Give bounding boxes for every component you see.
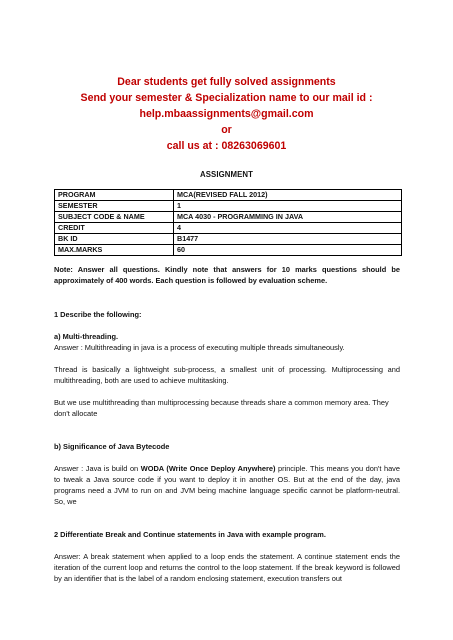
promo-phone: call us at : 08263069601 (166, 140, 287, 152)
table-key: MAX.MARKS (55, 245, 174, 256)
promo-line-2: Send your semester & Specialization name to our mail id : (80, 92, 373, 104)
table-key: SEMESTER (55, 201, 174, 212)
question-2-heading: 2 Differentiate Break and Continue statements in Java with example program. (54, 530, 326, 539)
table-key: PROGRAM (55, 190, 174, 201)
woda-emphasis: WODA (Write Once Deploy Anywhere) (140, 464, 276, 473)
table-value: MCA 4030 - PROGRAMMING IN JAVA (174, 212, 402, 223)
question-1b-answer (54, 463, 400, 507)
question-1a-paragraph-2: Thread is basically a lightweight sub-process, a smallest unit of processing. Multiprocessing and multithreading, both are used to achieve multitasking. (54, 365, 400, 385)
question-1-heading: 1 Describe the following: (54, 310, 142, 319)
promo-header (0, 74, 453, 154)
table-value: 60 (174, 245, 402, 256)
question-1a-heading: a) Multi-threading. (54, 332, 119, 341)
answer-text: Answer : Java is build on (54, 464, 141, 473)
table-key: CREDIT (55, 223, 174, 234)
promo-line-1: Dear students get fully solved assignments (117, 76, 336, 88)
answer-text: principle. This means you don't have to tweak a Java source code if you want to deploy it in another OS. But at the end of the day, java programs need a JVM to run on and JVM being machine language specific cannot be platform-neutral. So, we (54, 464, 400, 506)
table-value: B1477 (174, 234, 402, 245)
table-value: MCA(REVISED FALL 2012) (174, 190, 402, 201)
question-2-answer: Answer: A break statement when applied to a loop ends the statement. A continue statement ends the iteration of the current loop and returns the control to the loop statement. If the break keyword is followed by an identifier that is the label of a random enclosing statement, execution transfers out (54, 552, 400, 583)
table-value: 4 (174, 223, 402, 234)
promo-or: or (221, 124, 232, 136)
assignment-info-table (54, 189, 402, 256)
question-1a-paragraph-3: But we use multithreading than multiprocessing because threads share a common memory area. They don't allocate (54, 398, 389, 418)
question-1b-heading: b) Significance of Java Bytecode (54, 442, 170, 451)
table-row (55, 212, 402, 223)
question-1a-answer: Answer : Multithreading in java is a process of executing multiple threads simultaneously. (54, 343, 345, 352)
table-value: 1 (174, 201, 402, 212)
assignment-title: ASSIGNMENT (200, 170, 253, 179)
table-row (55, 190, 402, 201)
table-row (55, 223, 402, 234)
table-key: SUBJECT CODE & NAME (55, 212, 174, 223)
table-row (55, 245, 402, 256)
table-key: BK ID (55, 234, 174, 245)
table-row (55, 201, 402, 212)
table-row (55, 234, 402, 245)
document-body (54, 264, 400, 584)
promo-email: help.mbaassignments@gmail.com (139, 108, 314, 120)
note-paragraph: Note: Answer all questions. Kindly note that answers for 10 marks questions should be approximately of 400 words. Each question is followed by evaluation scheme. (54, 265, 400, 285)
